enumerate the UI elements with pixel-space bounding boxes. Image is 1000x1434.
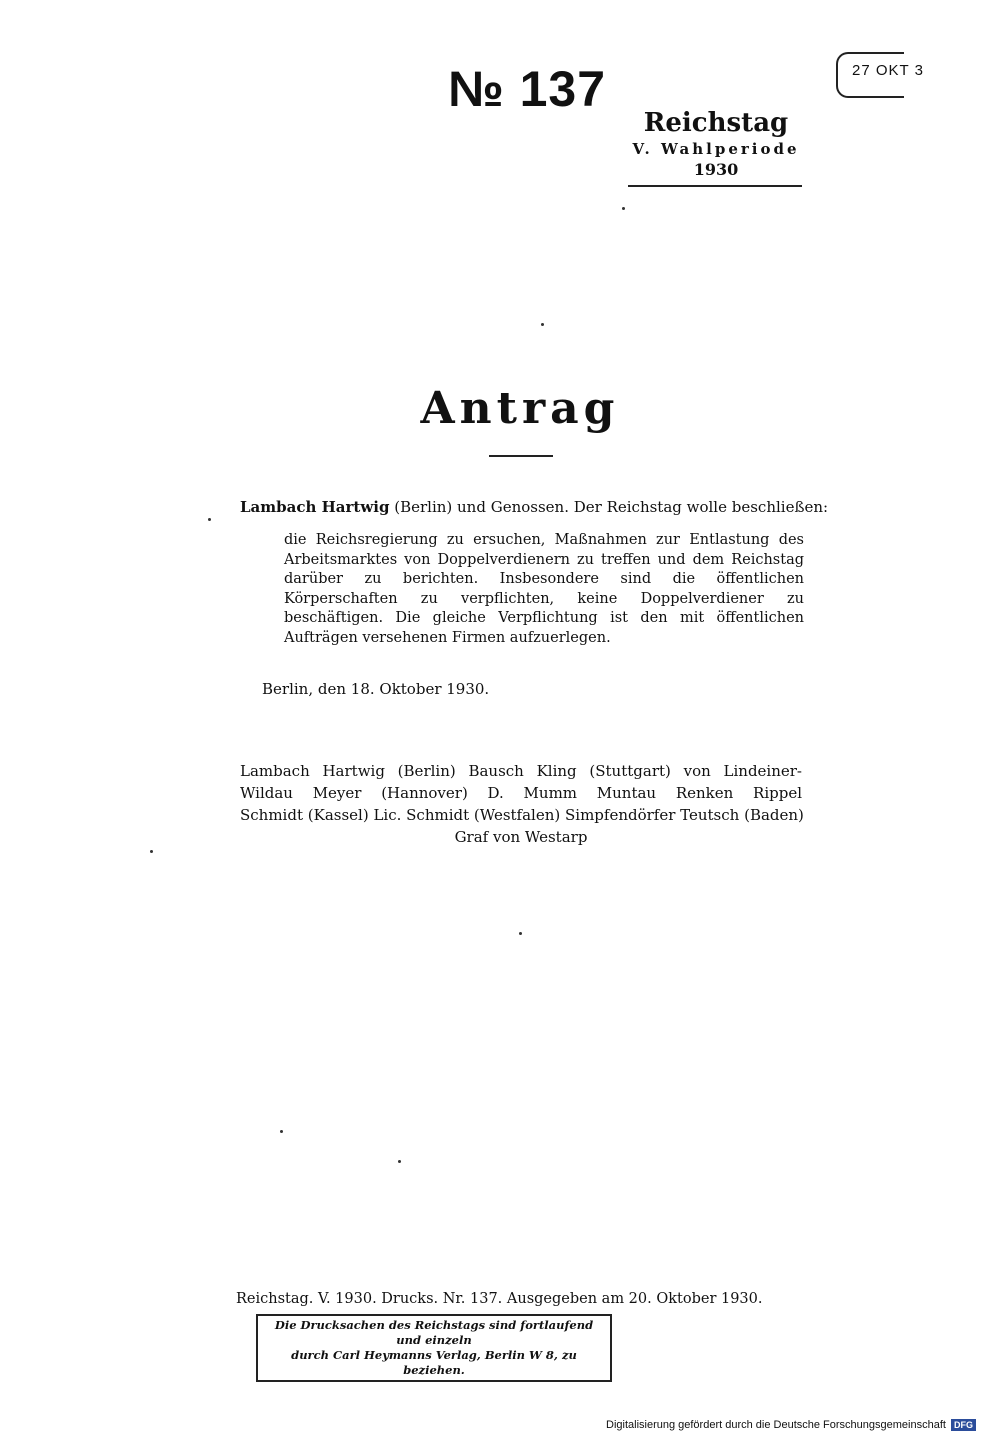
signatory-line: Schmidt (Kassel) Lic. Schmidt (Westfalen) Simpfendörfer Teutsch (Baden): [240, 806, 804, 824]
signatory-line: Lambach Hartwig (Berlin) Bausch Kling (Stuttgart) von Lindeiner-: [240, 762, 802, 780]
scan-speck: [541, 323, 544, 326]
scan-speck: [519, 932, 522, 935]
received-stamp: 27 OKT 3: [852, 62, 924, 79]
scan-speck: [150, 850, 153, 853]
signatories: [240, 760, 802, 848]
reichstag-heading: Reichstag: [643, 108, 789, 138]
footer-notice-line: Die Drucksachen des Reichstags sind fortlaufend und einzeln: [274, 1318, 594, 1347]
motion-intro: [240, 498, 829, 516]
year: 1930: [693, 160, 739, 179]
document-number: № 137: [448, 61, 607, 117]
credit-text: Digitalisierung gefördert durch die Deutsche Forschungsgemeinschaft: [606, 1419, 946, 1431]
dfg-logo: DFG: [951, 1419, 976, 1431]
document-title: Antrag: [420, 383, 620, 434]
election-period: V. Wahlperiode: [632, 140, 800, 158]
dateline: Berlin, den 18. Oktober 1930.: [262, 680, 490, 698]
title-rule: [489, 455, 553, 457]
scan-speck: [208, 518, 211, 521]
intro-text: (Berlin) und Genossen. Der Reichstag wolle beschließen:: [394, 498, 829, 516]
header-rule: [628, 185, 802, 187]
signatory-line: Graf von Westarp: [454, 828, 588, 846]
signatory-line: Wildau Meyer (Hannover) D. Mumm Muntau Renken Rippel: [240, 784, 802, 802]
scan-speck: [622, 207, 625, 210]
scan-speck: [398, 1160, 401, 1163]
digitization-credit: [606, 1419, 976, 1431]
footer-imprint: Reichstag. V. 1930. Drucks. Nr. 137. Ausgegeben am 20. Oktober 1930.: [236, 1291, 763, 1307]
motion-body: die Reichsregierung zu ersuchen, Maßnahmen zur Entlastung des Arbeitsmarktes von Doppelverdienern zu treffen und dem Reichstag darüber zu berichten. Insbesondere sind die öffentlichen Körperschaften zu verpflichten, keine Doppelverdiener zu beschäftigen. Die gleiche Verpflichtung ist den mit öffentlichen Aufträgen versehenen Firmen aufzuerlegen.: [284, 532, 804, 646]
footer-notice-box: [256, 1314, 612, 1382]
scan-speck: [280, 1130, 283, 1133]
footer-notice-line: durch Carl Heymanns Verlag, Berlin W 8, zu beziehen.: [291, 1348, 577, 1377]
lead-sponsors: Lambach Hartwig: [240, 498, 390, 516]
